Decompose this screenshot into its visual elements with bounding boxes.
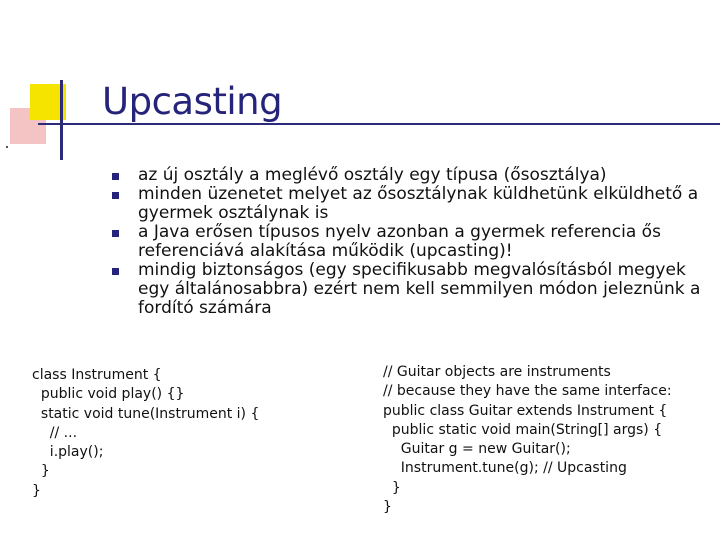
code-line: public class Guitar extends Instrument { <box>383 402 668 419</box>
bullet-text: mindig biztonságos (egy specifikusabb megvalósításból megyek egy általánosabbra) ezért nem kell semmilyen módon jeleznünk a fordító számára <box>138 260 701 318</box>
code-line: Guitar g = new Guitar(); <box>383 441 571 458</box>
code-line: } <box>383 499 392 516</box>
code-block-instrument <box>32 366 259 501</box>
code-line: } <box>32 463 50 480</box>
bullet-text: minden üzenetet melyet az ősosztálynak küldhetünk elküldhető a gyermek osztálynak is <box>138 184 699 223</box>
decor-vertical-rule <box>60 80 63 160</box>
code-line: class Instrument { <box>32 367 162 383</box>
square-bullet-icon <box>112 173 119 180</box>
code-line: // because they have the same interface: <box>383 383 672 400</box>
slide-title: Upcasting <box>102 80 283 123</box>
bullet-text: az új osztály a meglévő osztály egy típusa (ősosztálya) <box>138 165 607 185</box>
bullet-item <box>110 261 710 318</box>
title-underline <box>38 123 720 125</box>
code-line: } <box>383 479 401 496</box>
bullet-item <box>110 166 710 185</box>
code-block-guitar <box>383 363 672 517</box>
code-line: i.play(); <box>32 444 104 461</box>
bullet-item <box>110 185 710 223</box>
code-line: // ... <box>32 424 78 441</box>
square-bullet-icon <box>112 192 119 199</box>
bullet-item <box>110 223 710 261</box>
code-line: static void tune(Instrument i) { <box>32 405 260 422</box>
code-line: } <box>32 482 41 499</box>
code-line: // Guitar objects are instruments <box>383 364 611 380</box>
code-line: public static void main(String[] args) { <box>383 421 663 438</box>
code-line: Instrument.tune(g); // Upcasting <box>383 460 627 477</box>
square-bullet-icon <box>112 268 119 275</box>
decor-dot <box>6 146 8 148</box>
bullet-list <box>110 166 710 318</box>
bullet-text: a Java erősen típusos nyelv azonban a gyermek referencia ős referenciává alakítása működik (upcasting)! <box>138 222 661 261</box>
square-bullet-icon <box>112 230 119 237</box>
code-line: public void play() {} <box>32 386 185 403</box>
